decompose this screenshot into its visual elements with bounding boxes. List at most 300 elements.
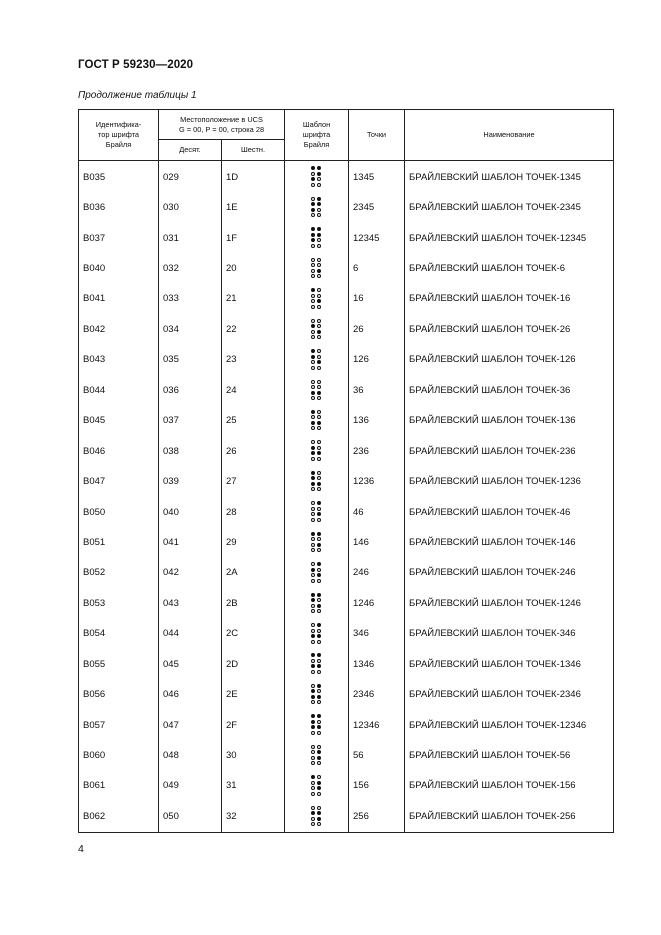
page-number: 4 <box>78 843 84 855</box>
braille-dot-2 <box>311 385 315 389</box>
braille-dot-8 <box>317 731 321 735</box>
dots-cell: 346 <box>349 619 405 649</box>
header-identifier-text: Идентифика- тор шрифта Брайля <box>95 120 142 149</box>
header-decimal-text: Десят. <box>179 145 201 154</box>
braille-identifier-cell: B056 <box>79 679 159 709</box>
braille-dot-1 <box>311 745 315 749</box>
decimal-code-cell: 041 <box>159 527 222 557</box>
header-hex-text: Шестн. <box>240 145 266 154</box>
braille-dot-7 <box>311 335 315 339</box>
hex-code-cell: 30 <box>222 740 285 770</box>
braille-dot-5 <box>317 689 321 693</box>
decimal-code-cell: 044 <box>159 619 222 649</box>
table-caption: Продолжение таблицы 1 <box>78 90 197 101</box>
braille-dot-1 <box>311 623 315 627</box>
braille-dot-7 <box>311 366 315 370</box>
braille-dot-6 <box>317 634 321 638</box>
table-row <box>79 649 614 679</box>
braille-dot-8 <box>317 670 321 674</box>
braille-dot-3 <box>311 360 315 364</box>
name-cell: БРАЙЛЕВСКИЙ ШАБЛОН ТОЧЕК-26 <box>405 314 614 344</box>
dots-cell: 126 <box>349 345 405 375</box>
braille-identifier-cell: B051 <box>79 527 159 557</box>
braille-pattern-cell <box>285 375 349 405</box>
braille-dot-6 <box>317 695 321 699</box>
braille-pattern-cell <box>285 771 349 801</box>
braille-dot-7 <box>311 761 315 765</box>
braille-pattern-icon <box>311 714 322 736</box>
header-hex <box>222 140 285 161</box>
braille-dot-1 <box>311 440 315 444</box>
braille-identifier-cell: B040 <box>79 253 159 283</box>
name-cell: БРАЙЛЕВСКИЙ ШАБЛОН ТОЧЕК-36 <box>405 375 614 405</box>
braille-dot-6 <box>317 391 321 395</box>
braille-identifier-cell: B046 <box>79 436 159 466</box>
dots-cell: 1346 <box>349 649 405 679</box>
braille-dot-6 <box>317 299 321 303</box>
braille-dot-8 <box>317 244 321 248</box>
decimal-code-cell: 043 <box>159 588 222 618</box>
braille-dot-2 <box>311 446 315 450</box>
braille-dot-2 <box>311 629 315 633</box>
braille-dot-7 <box>311 426 315 430</box>
braille-pattern-icon <box>311 745 322 767</box>
braille-dot-6 <box>317 421 321 425</box>
dots-cell: 36 <box>349 375 405 405</box>
braille-dot-3 <box>311 664 315 668</box>
decimal-code-cell: 050 <box>159 801 222 832</box>
braille-dot-2 <box>311 507 315 511</box>
decimal-code-cell: 045 <box>159 649 222 679</box>
header-dots-text: Точки <box>366 130 387 139</box>
braille-dot-2 <box>311 598 315 602</box>
braille-dot-3 <box>311 543 315 547</box>
braille-pattern-icon <box>311 623 322 645</box>
table-row <box>79 679 614 709</box>
braille-dot-7 <box>311 640 315 644</box>
braille-dot-4 <box>317 806 321 810</box>
braille-dot-8 <box>317 700 321 704</box>
table-row <box>79 740 614 770</box>
hex-code-cell: 26 <box>222 436 285 466</box>
braille-dot-3 <box>311 604 315 608</box>
braille-pattern-icon <box>311 258 322 280</box>
braille-dot-1 <box>311 501 315 505</box>
hex-code-cell: 24 <box>222 375 285 405</box>
braille-dot-7 <box>311 609 315 613</box>
braille-dot-7 <box>311 731 315 735</box>
braille-dot-5 <box>317 233 321 237</box>
name-cell: БРАЙЛЕВСКИЙ ШАБЛОН ТОЧЕК-16 <box>405 284 614 314</box>
braille-dot-6 <box>317 330 321 334</box>
table-row <box>79 527 614 557</box>
braille-dot-1 <box>311 684 315 688</box>
braille-dot-1 <box>311 410 315 414</box>
braille-dot-1 <box>311 593 315 597</box>
dots-cell: 156 <box>349 771 405 801</box>
braille-dot-4 <box>317 227 321 231</box>
braille-dot-5 <box>317 598 321 602</box>
braille-pattern-cell <box>285 740 349 770</box>
braille-pattern-cell <box>285 588 349 618</box>
braille-dot-3 <box>311 299 315 303</box>
braille-dot-4 <box>317 166 321 170</box>
braille-dot-2 <box>311 202 315 206</box>
name-cell: БРАЙЛЕВСКИЙ ШАБЛОН ТОЧЕК-12346 <box>405 710 614 740</box>
braille-dot-5 <box>317 568 321 572</box>
name-cell: БРАЙЛЕВСКИЙ ШАБЛОН ТОЧЕК-236 <box>405 436 614 466</box>
dots-cell: 146 <box>349 527 405 557</box>
braille-dot-6 <box>317 482 321 486</box>
hex-code-cell: 28 <box>222 497 285 527</box>
braille-dot-4 <box>317 684 321 688</box>
braille-dot-1 <box>311 562 315 566</box>
name-cell: БРАЙЛЕВСКИЙ ШАБЛОН ТОЧЕК-46 <box>405 497 614 527</box>
braille-dot-8 <box>317 822 321 826</box>
braille-pattern-icon <box>311 349 322 371</box>
decimal-code-cell: 038 <box>159 436 222 466</box>
braille-dot-2 <box>311 689 315 693</box>
header-location-text: Местоположение в UCS G = 00, P = 00, строка 28 <box>178 114 265 134</box>
name-cell: БРАЙЛЕВСКИЙ ШАБЛОН ТОЧЕК-156 <box>405 771 614 801</box>
braille-dot-3 <box>311 512 315 516</box>
table-row <box>79 223 614 253</box>
braille-dot-6 <box>317 269 321 273</box>
braille-pattern-icon <box>311 166 322 188</box>
decimal-code-cell: 039 <box>159 466 222 496</box>
dots-cell: 256 <box>349 801 405 832</box>
name-cell: БРАЙЛЕВСКИЙ ШАБЛОН ТОЧЕК-1345 <box>405 161 614 193</box>
braille-dot-8 <box>317 487 321 491</box>
braille-dot-4 <box>317 380 321 384</box>
hex-code-cell: 2E <box>222 679 285 709</box>
name-cell: БРАЙЛЕВСКИЙ ШАБЛОН ТОЧЕК-1246 <box>405 588 614 618</box>
braille-dot-3 <box>311 573 315 577</box>
braille-dot-1 <box>311 471 315 475</box>
hex-code-cell: 2B <box>222 588 285 618</box>
braille-dot-5 <box>317 415 321 419</box>
braille-dot-5 <box>317 537 321 541</box>
header-dots <box>349 110 405 161</box>
braille-identifier-cell: B062 <box>79 801 159 832</box>
hex-code-cell: 1E <box>222 192 285 222</box>
hex-code-cell: 20 <box>222 253 285 283</box>
table-row <box>79 466 614 496</box>
braille-dot-5 <box>317 629 321 633</box>
braille-dot-8 <box>317 761 321 765</box>
braille-identifier-cell: B045 <box>79 406 159 436</box>
braille-dot-5 <box>317 324 321 328</box>
braille-pattern-cell <box>285 679 349 709</box>
decimal-code-cell: 031 <box>159 223 222 253</box>
braille-dot-4 <box>317 562 321 566</box>
braille-dot-6 <box>317 543 321 547</box>
name-cell: БРАЙЛЕВСКИЙ ШАБЛОН ТОЧЕК-2346 <box>405 679 614 709</box>
braille-dot-6 <box>317 756 321 760</box>
braille-identifier-cell: B041 <box>79 284 159 314</box>
hex-code-cell: 31 <box>222 771 285 801</box>
decimal-code-cell: 036 <box>159 375 222 405</box>
braille-dot-8 <box>317 518 321 522</box>
hex-code-cell: 23 <box>222 345 285 375</box>
header-decimal <box>159 140 222 161</box>
braille-dot-2 <box>311 172 315 176</box>
table-row <box>79 314 614 344</box>
braille-dot-2 <box>311 537 315 541</box>
braille-dot-1 <box>311 806 315 810</box>
table-row <box>79 619 614 649</box>
braille-dot-8 <box>317 457 321 461</box>
hex-code-cell: 2F <box>222 710 285 740</box>
braille-dot-8 <box>317 609 321 613</box>
braille-dot-2 <box>311 263 315 267</box>
braille-dot-7 <box>311 213 315 217</box>
table-row <box>79 161 614 193</box>
braille-dot-4 <box>317 197 321 201</box>
braille-dot-5 <box>317 720 321 724</box>
braille-pattern-cell <box>285 527 349 557</box>
braille-pattern-icon <box>311 653 322 675</box>
braille-dot-8 <box>317 366 321 370</box>
braille-dot-5 <box>317 446 321 450</box>
braille-dot-7 <box>311 822 315 826</box>
braille-dot-1 <box>311 258 315 262</box>
decimal-code-cell: 033 <box>159 284 222 314</box>
braille-dot-5 <box>317 781 321 785</box>
braille-dot-4 <box>317 288 321 292</box>
braille-dot-8 <box>317 579 321 583</box>
dots-cell: 46 <box>349 497 405 527</box>
header-location <box>159 110 285 140</box>
braille-dot-4 <box>317 501 321 505</box>
braille-identifier-cell: B037 <box>79 223 159 253</box>
dots-cell: 56 <box>349 740 405 770</box>
braille-pattern-icon <box>311 319 322 341</box>
braille-dot-5 <box>317 507 321 511</box>
braille-dot-7 <box>311 305 315 309</box>
braille-dot-4 <box>317 745 321 749</box>
braille-dot-8 <box>317 396 321 400</box>
hex-code-cell: 22 <box>222 314 285 344</box>
braille-dot-3 <box>311 421 315 425</box>
decimal-code-cell: 034 <box>159 314 222 344</box>
braille-pattern-cell <box>285 192 349 222</box>
braille-dot-2 <box>311 415 315 419</box>
header-identifier <box>79 110 159 161</box>
braille-dot-1 <box>311 166 315 170</box>
table-body <box>79 161 614 833</box>
braille-dot-2 <box>311 355 315 359</box>
name-cell: БРАЙЛЕВСКИЙ ШАБЛОН ТОЧЕК-1346 <box>405 649 614 679</box>
dots-cell: 136 <box>349 406 405 436</box>
braille-dot-7 <box>311 548 315 552</box>
braille-dot-8 <box>317 792 321 796</box>
decimal-code-cell: 032 <box>159 253 222 283</box>
braille-dot-4 <box>317 593 321 597</box>
table-row <box>79 801 614 832</box>
braille-dot-3 <box>311 269 315 273</box>
hex-code-cell: 2C <box>222 619 285 649</box>
braille-dot-3 <box>311 634 315 638</box>
braille-dot-6 <box>317 451 321 455</box>
braille-pattern-icon <box>311 288 322 310</box>
table-row <box>79 192 614 222</box>
braille-dot-3 <box>311 330 315 334</box>
dots-cell: 12345 <box>349 223 405 253</box>
braille-dot-6 <box>317 725 321 729</box>
braille-dot-4 <box>317 653 321 657</box>
hex-code-cell: 21 <box>222 284 285 314</box>
braille-identifier-cell: B042 <box>79 314 159 344</box>
braille-dot-4 <box>317 775 321 779</box>
decimal-code-cell: 047 <box>159 710 222 740</box>
name-cell: БРАЙЛЕВСКИЙ ШАБЛОН ТОЧЕК-2345 <box>405 192 614 222</box>
braille-dot-5 <box>317 263 321 267</box>
header-name-text: Наименование <box>483 130 535 139</box>
dots-cell: 12346 <box>349 710 405 740</box>
braille-dot-3 <box>311 451 315 455</box>
braille-dot-4 <box>317 319 321 323</box>
braille-dot-4 <box>317 440 321 444</box>
braille-dot-2 <box>311 781 315 785</box>
braille-dot-2 <box>311 750 315 754</box>
braille-dot-1 <box>311 288 315 292</box>
braille-pattern-icon <box>311 410 322 432</box>
name-cell: БРАЙЛЕВСКИЙ ШАБЛОН ТОЧЕК-1236 <box>405 466 614 496</box>
braille-dot-7 <box>311 244 315 248</box>
braille-pattern-cell <box>285 314 349 344</box>
braille-dot-1 <box>311 227 315 231</box>
braille-dot-5 <box>317 811 321 815</box>
braille-dot-5 <box>317 750 321 754</box>
braille-dot-7 <box>311 518 315 522</box>
braille-pattern-cell <box>285 466 349 496</box>
braille-identifier-cell: B044 <box>79 375 159 405</box>
name-cell: БРАЙЛЕВСКИЙ ШАБЛОН ТОЧЕК-346 <box>405 619 614 649</box>
name-cell: БРАЙЛЕВСКИЙ ШАБЛОН ТОЧЕК-56 <box>405 740 614 770</box>
table-row <box>79 284 614 314</box>
table-row <box>79 710 614 740</box>
braille-identifier-cell: B036 <box>79 192 159 222</box>
hex-code-cell: 2A <box>222 558 285 588</box>
braille-pattern-cell <box>285 710 349 740</box>
table-row <box>79 375 614 405</box>
decimal-code-cell: 048 <box>159 740 222 770</box>
braille-pattern-icon <box>311 775 322 797</box>
braille-dot-2 <box>311 476 315 480</box>
braille-dot-6 <box>317 786 321 790</box>
dots-cell: 26 <box>349 314 405 344</box>
braille-dot-7 <box>311 579 315 583</box>
decimal-code-cell: 046 <box>159 679 222 709</box>
braille-dot-7 <box>311 670 315 674</box>
braille-dot-1 <box>311 319 315 323</box>
braille-dot-7 <box>311 274 315 278</box>
decimal-code-cell: 029 <box>159 161 222 193</box>
braille-pattern-cell <box>285 619 349 649</box>
decimal-code-cell: 042 <box>159 558 222 588</box>
dots-cell: 1236 <box>349 466 405 496</box>
document-header: ГОСТ Р 59230—2020 <box>78 59 194 71</box>
table-row <box>79 558 614 588</box>
braille-dot-3 <box>311 756 315 760</box>
hex-code-cell: 29 <box>222 527 285 557</box>
braille-dot-7 <box>311 792 315 796</box>
braille-pattern-icon <box>311 227 322 249</box>
braille-dot-5 <box>317 202 321 206</box>
hex-code-cell: 25 <box>222 406 285 436</box>
braille-pattern-icon <box>311 593 322 615</box>
hex-code-cell: 1F <box>222 223 285 253</box>
braille-dot-7 <box>311 457 315 461</box>
braille-dot-5 <box>317 385 321 389</box>
braille-identifier-cell: B057 <box>79 710 159 740</box>
table-row <box>79 406 614 436</box>
braille-dot-5 <box>317 294 321 298</box>
braille-dot-1 <box>311 532 315 536</box>
braille-dot-8 <box>317 426 321 430</box>
braille-identifier-cell: B052 <box>79 558 159 588</box>
name-cell: БРАЙЛЕВСКИЙ ШАБЛОН ТОЧЕК-136 <box>405 406 614 436</box>
braille-dot-2 <box>311 233 315 237</box>
name-cell: БРАЙЛЕВСКИЙ ШАБЛОН ТОЧЕК-12345 <box>405 223 614 253</box>
table-row <box>79 253 614 283</box>
braille-pattern-cell <box>285 801 349 832</box>
braille-dot-4 <box>317 714 321 718</box>
braille-pattern-cell <box>285 284 349 314</box>
braille-dot-2 <box>311 324 315 328</box>
name-cell: БРАЙЛЕВСКИЙ ШАБЛОН ТОЧЕК-126 <box>405 345 614 375</box>
braille-dot-6 <box>317 238 321 242</box>
table-row <box>79 497 614 527</box>
braille-pattern-icon <box>311 471 322 493</box>
braille-dot-6 <box>317 604 321 608</box>
braille-dot-3 <box>311 725 315 729</box>
dots-cell: 2346 <box>349 679 405 709</box>
braille-dot-2 <box>311 294 315 298</box>
braille-dot-3 <box>311 391 315 395</box>
name-cell: БРАЙЛЕВСКИЙ ШАБЛОН ТОЧЕК-6 <box>405 253 614 283</box>
braille-dot-5 <box>317 172 321 176</box>
braille-dot-8 <box>317 548 321 552</box>
hex-code-cell: 2D <box>222 649 285 679</box>
braille-dot-2 <box>311 811 315 815</box>
braille-dot-4 <box>317 623 321 627</box>
braille-dot-7 <box>311 487 315 491</box>
braille-dot-1 <box>311 349 315 353</box>
braille-dot-5 <box>317 659 321 663</box>
braille-pattern-cell <box>285 497 349 527</box>
decimal-code-cell: 030 <box>159 192 222 222</box>
braille-dot-6 <box>317 208 321 212</box>
braille-dot-2 <box>311 568 315 572</box>
name-cell: БРАЙЛЕВСКИЙ ШАБЛОН ТОЧЕК-246 <box>405 558 614 588</box>
hex-code-cell: 32 <box>222 801 285 832</box>
braille-dot-8 <box>317 183 321 187</box>
braille-dot-4 <box>317 258 321 262</box>
braille-dot-8 <box>317 305 321 309</box>
braille-dot-1 <box>311 775 315 779</box>
decimal-code-cell: 035 <box>159 345 222 375</box>
table-row <box>79 588 614 618</box>
braille-pattern-cell <box>285 253 349 283</box>
braille-dot-1 <box>311 197 315 201</box>
dots-cell: 236 <box>349 436 405 466</box>
braille-dot-5 <box>317 476 321 480</box>
braille-dot-1 <box>311 653 315 657</box>
braille-dot-6 <box>317 512 321 516</box>
braille-dot-6 <box>317 360 321 364</box>
